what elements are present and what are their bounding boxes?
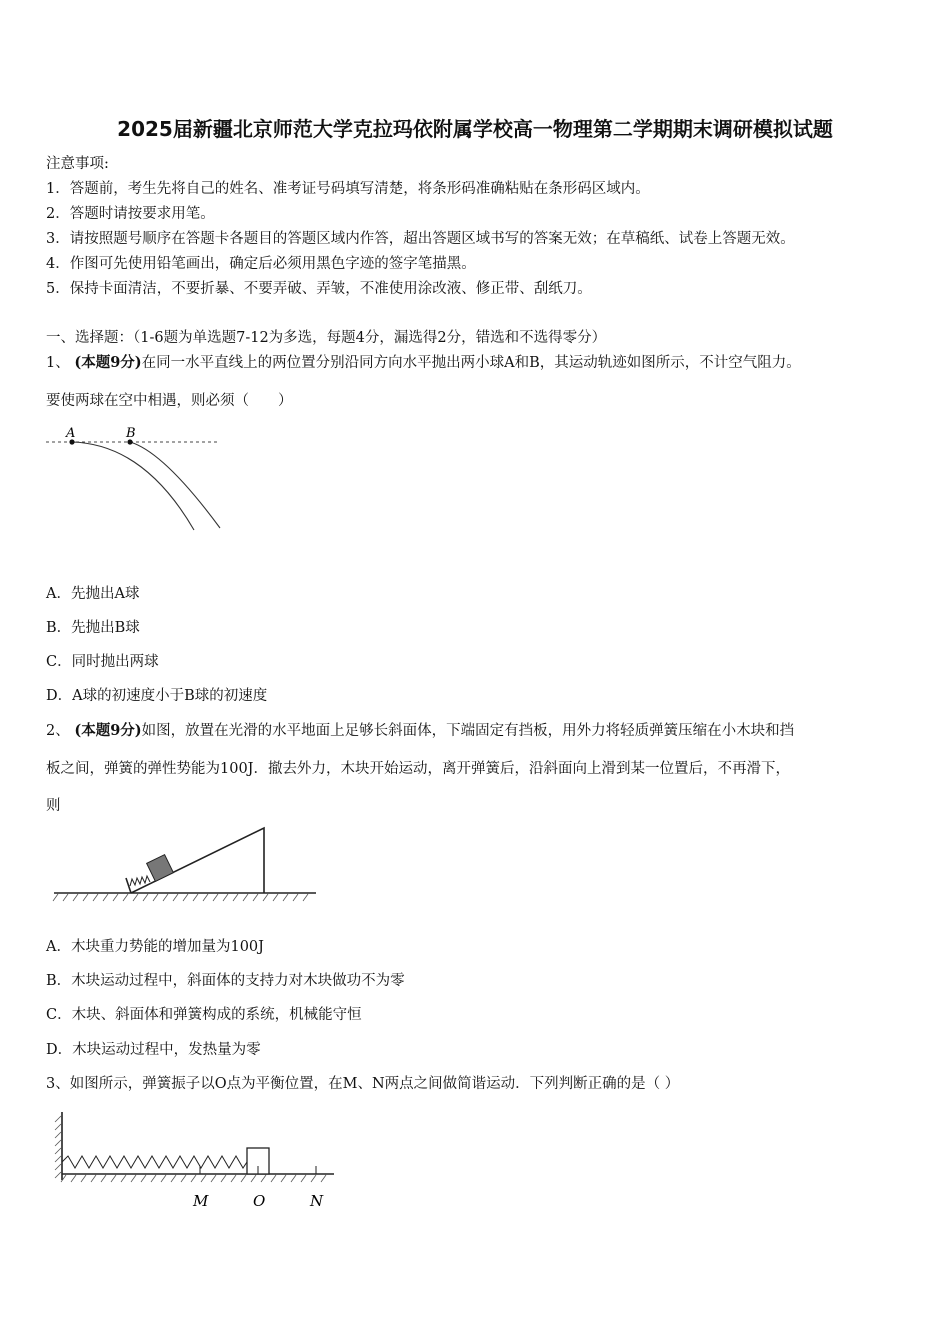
option-c: C．木块、斜面体和弹簧构成的系统，机械能守恒 (46, 1007, 362, 1023)
question-2-stem-cont2: 则 (46, 798, 61, 814)
notice-item: 4．作图可先使用铅笔画出，确定后必须用黑色字迹的签字笔描黑。 (46, 256, 476, 272)
option-c: C．同时抛出两球 (46, 654, 159, 670)
question-text: 在同一水平直线上的两位置分别沿同方向水平抛出两小球A和B，其运动轨迹如图所示，不计空气阻力。 (141, 355, 801, 371)
question-1-stem-cont: 要使两球在空中相遇，则必须（ ） (46, 393, 293, 409)
option-d: D．A球的初速度小于B球的初速度 (46, 688, 268, 704)
label-a: A (66, 426, 76, 441)
option-a: A．木块重力势能的增加量为100J (46, 939, 264, 955)
question-number: 1、 (46, 355, 70, 371)
label-b: B (126, 426, 136, 441)
question-2-stem-cont: 板之间，弹簧的弹性势能为100J．撤去外力，木块开始运动，离开弹簧后，沿斜面向上滑到某一位置后，不再滑下， (46, 761, 790, 777)
question-2-stem (46, 719, 794, 740)
question-text: 如图，放置在光滑的水平地面上足够长斜面体，下端固定有挡板，用外力将轻质弹簧压缩在小木块和挡 (141, 723, 795, 739)
spring (62, 1156, 247, 1168)
label-o: O (253, 1192, 266, 1210)
question-1-stem (46, 351, 801, 372)
figure-projectile-trajectories (44, 422, 224, 534)
question-3-stem (46, 1072, 679, 1093)
label-m: M (193, 1192, 209, 1210)
wood-block (147, 855, 174, 882)
figure-spring-oscillator (50, 1108, 340, 1214)
notice-item: 5．保持卡面清洁，不要折暴、不要弄破、弄皱，不准使用涂改液、修正带、刮纸刀。 (46, 281, 592, 297)
notice-item: 3．请按照题号顺序在答题卡各题目的答题区域内作答，超出答题区域书写的答案无效；在草稿纸、试卷上答题无效。 (46, 231, 795, 247)
question-score: (本题9分) (74, 722, 142, 739)
page-title: 2025届新疆北京师范大学克拉玛依附属学校高一物理第二学期期末调研模拟试题 (117, 117, 833, 141)
label-n: N (310, 1192, 324, 1210)
notice-heading: 注意事项: (46, 156, 109, 172)
question-text: 如图所示，弹簧振子以O点为平衡位置，在M、N两点之间做简谐运动．下列判断正确的是（ ） (69, 1076, 680, 1092)
figure-incline-spring-block (44, 822, 324, 904)
question-score: (本题9分) (74, 354, 142, 371)
section-heading: 一、选择题：（1-6题为单选题7-12为多选，每题4分，漏选得2分，错选和不选得零分） (46, 330, 607, 346)
question-number: 2、 (46, 723, 70, 739)
notice-item: 1．答题前，考生先将自己的姓名、准考证号码填写清楚，将条形码准确粘贴在条形码区域内。 (46, 181, 650, 197)
option-b: B．先抛出B球 (46, 620, 140, 636)
option-a: A．先抛出A球 (46, 586, 140, 602)
option-d: D．木块运动过程中，发热量为零 (46, 1042, 261, 1058)
question-number: 3、 (46, 1076, 70, 1092)
notice-item: 2．答题时请按要求用笔。 (46, 206, 215, 222)
option-b: B．木块运动过程中，斜面体的支持力对木块做功不为零 (46, 973, 405, 989)
